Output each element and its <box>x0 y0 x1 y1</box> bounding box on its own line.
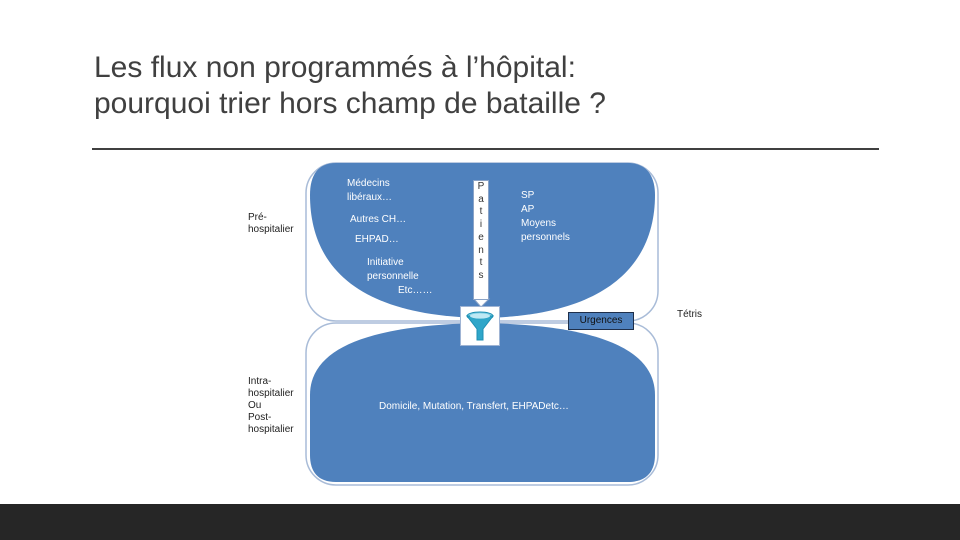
patients-letter: i <box>479 219 483 231</box>
patients-letter: e <box>478 231 484 243</box>
pre-hospital-label: Pré- hospitalier <box>248 212 294 235</box>
medecins-label: Médecins libéraux… <box>347 178 393 203</box>
patients-column <box>473 180 489 300</box>
outcomes-label: Domicile, Mutation, Transfert, EHPADetc… <box>379 401 569 412</box>
patients-letter: s <box>478 269 484 281</box>
urgences-box: Urgences <box>568 312 634 330</box>
autres-ch-label: Autres CH… <box>350 214 407 225</box>
initiative-label: Initiative personnelle Etc…… <box>367 257 433 296</box>
patients-letter: P <box>477 181 485 192</box>
funnel-box <box>460 306 500 346</box>
ehpad-label: EHPAD… <box>355 234 399 245</box>
patients-letter: t <box>479 206 483 218</box>
funnel-icon <box>461 307 499 345</box>
title-line-1: Les flux non programmés à l’hôpital: <box>94 51 576 84</box>
patients-letter: n <box>478 244 484 256</box>
intra-hospital-label: Intra- hospitalier Ou Post- hospitalier <box>248 376 294 435</box>
title-line-2: pourquoi trier hors champ de bataille ? <box>94 87 606 120</box>
patients-letter: t <box>479 257 483 269</box>
slide-footer-bar <box>0 504 960 540</box>
tetris-label: Tétris <box>677 309 702 320</box>
right-resources-label: SP AP Moyens personnels <box>521 190 570 243</box>
patients-letter: a <box>478 193 484 205</box>
